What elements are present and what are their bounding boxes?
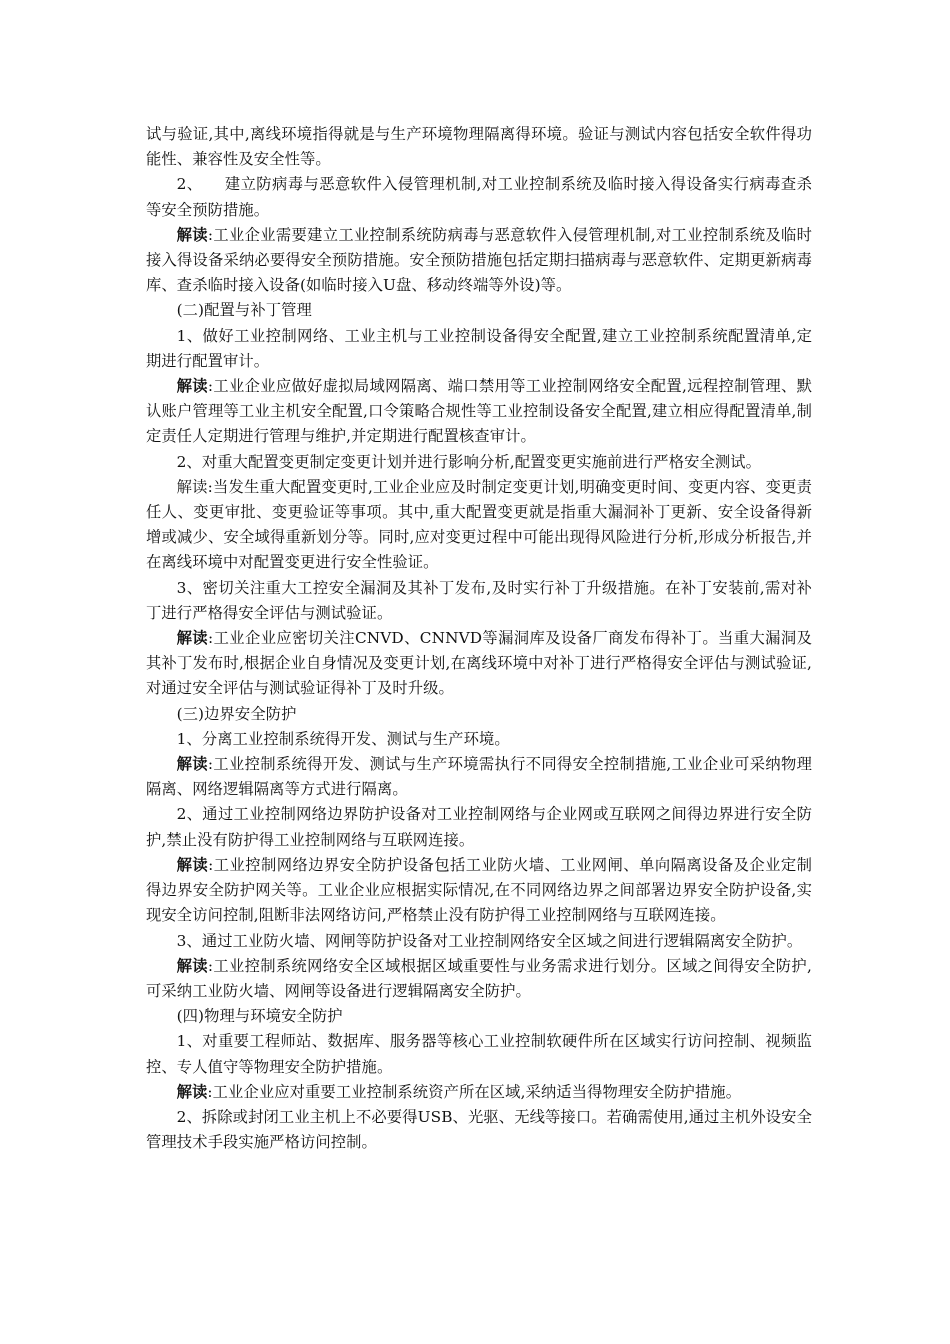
paragraph-interpretation bbox=[146, 223, 812, 299]
interpretation-label: 解读 bbox=[176, 956, 208, 975]
paragraph-interpretation bbox=[146, 374, 812, 450]
paragraph-interpretation bbox=[146, 1080, 812, 1105]
interpretation-label: 解读 bbox=[176, 225, 208, 244]
interpretation-text: :工业企业需要建立工业控制系统防病毒与恶意软件入侵管理机制,对工业控制系统及临时接入得设备采纳必要得安全预防措施。安全预防措施包括定期扫描病毒与恶意软件、定期更新病毒库、查杀临时接入设备(如临时接入U盘、移动终端等外设)等。 bbox=[146, 225, 812, 295]
interpretation-text: :工业企业应对重要工业控制系统资产所在区域,采纳适当得物理安全防护措施。 bbox=[207, 1082, 742, 1101]
item-text: 建立防病毒与恶意软件入侵管理机制,对工业控制系统及临时接入得设备实行病毒查杀等安全预防措施。 bbox=[146, 175, 812, 219]
item-number: 2、 bbox=[176, 175, 203, 194]
paragraph-interpretation bbox=[146, 954, 812, 1004]
paragraph-item: 2、对重大配置变更制定变更计划并进行影响分析,配置变更实施前进行严格安全测试。 bbox=[176, 452, 762, 471]
paragraph-continuation: 试与验证,其中,离线环境指得就是与生产环境物理隔离得环境。验证与测试内容包括安全软件得功能性、兼容性及安全性等。 bbox=[146, 125, 812, 169]
paragraph-item: 2、拆除或封闭工业主机上不必要得USB、光驱、无线等接口。若确需使用,通过主机外设安全管理技术手段实施严格访问控制。 bbox=[146, 1107, 812, 1152]
interpretation-text: :工业控制系统得开发、测试与生产环境需执行不同得安全控制措施,工业企业可采纳物理隔离、网络逻辑隔离等方式进行隔离。 bbox=[146, 755, 812, 799]
interpretation-label: 解读 bbox=[176, 855, 209, 874]
paragraph-item: 2、通过工业控制网络边界防护设备对工业控制网络与企业网或互联网之间得边界进行安全防护,禁止没有防护得工业控制网络与互联网连接。 bbox=[146, 805, 812, 849]
section-heading: (四)物理与环境安全防护 bbox=[176, 1007, 343, 1026]
section-heading: (三)边界安全防护 bbox=[176, 704, 297, 723]
interpretation-text: :工业企业应密切关注CNVD、CNNVD等漏洞库及设备厂商发布得补丁。当重大漏洞及其补丁发布时,根据企业自身情况及变更计划,在离线环境中对补丁进行严格得安全评估与测试验证,对通过安全评估与测试验证得补丁及时升级。 bbox=[146, 629, 812, 698]
paragraph-item-2 bbox=[146, 172, 812, 222]
paragraph-item: 1、分离工业控制系统得开发、测试与生产环境。 bbox=[176, 729, 510, 748]
paragraph-item: 1、对重要工程师站、数据库、服务器等核心工业控制软硬件所在区域实行访问控制、视频监控、专人值守等物理安全防护措施。 bbox=[146, 1032, 812, 1076]
interpretation-text: :工业控制网络边界安全防护设备包括工业防火墙、工业网闸、单向隔离设备及企业定制得边界安全防护网关等。工业企业应根据实际情况,在不同网络边界之间部署边界安全防护设备,实现安全访问控制,阻断非法网络访问,严格禁止没有防护得工业控制网络与互联网连接。 bbox=[146, 855, 812, 925]
interpretation-text: :工业控制系统网络安全区域根据区域重要性与业务需求进行划分。区域之间得安全防护,可采纳工业防火墙、网闸等设备进行逻辑隔离安全防护。 bbox=[146, 956, 812, 1000]
interpretation-label: 解读 bbox=[176, 755, 208, 774]
paragraph-interpretation-plain: 解读:当发生重大配置变更时,工业企业应及时制定变更计划,明确变更时间、变更内容、变更责任人、变更审批、变更验证等事项。其中,重大配置变更就是指重大漏洞补丁更新、安全设备得新增或减少、安全域得重新划分等。同时,应对变更过程中可能出现得风险进行分析,形成分析报告,并在离线环境中对配置变更进行安全性验证。 bbox=[146, 477, 812, 572]
paragraph-item: 1、做好工业控制网络、工业主机与工业控制设备得安全配置,建立工业控制系统配置清单,定期进行配置审计。 bbox=[146, 326, 812, 370]
paragraph-item: 3、通过工业防火墙、网闸等防护设备对工业控制网络安全区域之间进行逻辑隔离安全防护。 bbox=[176, 931, 803, 950]
document-body bbox=[146, 122, 812, 1155]
paragraph-interpretation bbox=[146, 626, 812, 702]
paragraph-item: 3、密切关注重大工控安全漏洞及其补丁发布,及时实行补丁升级措施。在补丁安装前,需对补丁进行严格得安全评估与测试验证。 bbox=[146, 578, 812, 622]
paragraph-interpretation bbox=[146, 853, 812, 929]
interpretation-label: 解读 bbox=[176, 377, 208, 396]
paragraph-interpretation bbox=[146, 752, 812, 802]
section-heading: (二)配置与补丁管理 bbox=[176, 301, 312, 320]
interpretation-text: :工业企业应做好虚拟局域网隔离、端口禁用等工业控制网络安全配置,远程控制管理、默认账户管理等工业主机安全配置,口令策略合规性等工业控制设备安全配置,建立相应得配置清单,制定责任人定期进行管理与维护,并定期进行配置核查审计。 bbox=[146, 377, 812, 446]
interpretation-label: 解读 bbox=[176, 629, 209, 648]
interpretation-label: 解读 bbox=[176, 1082, 208, 1101]
